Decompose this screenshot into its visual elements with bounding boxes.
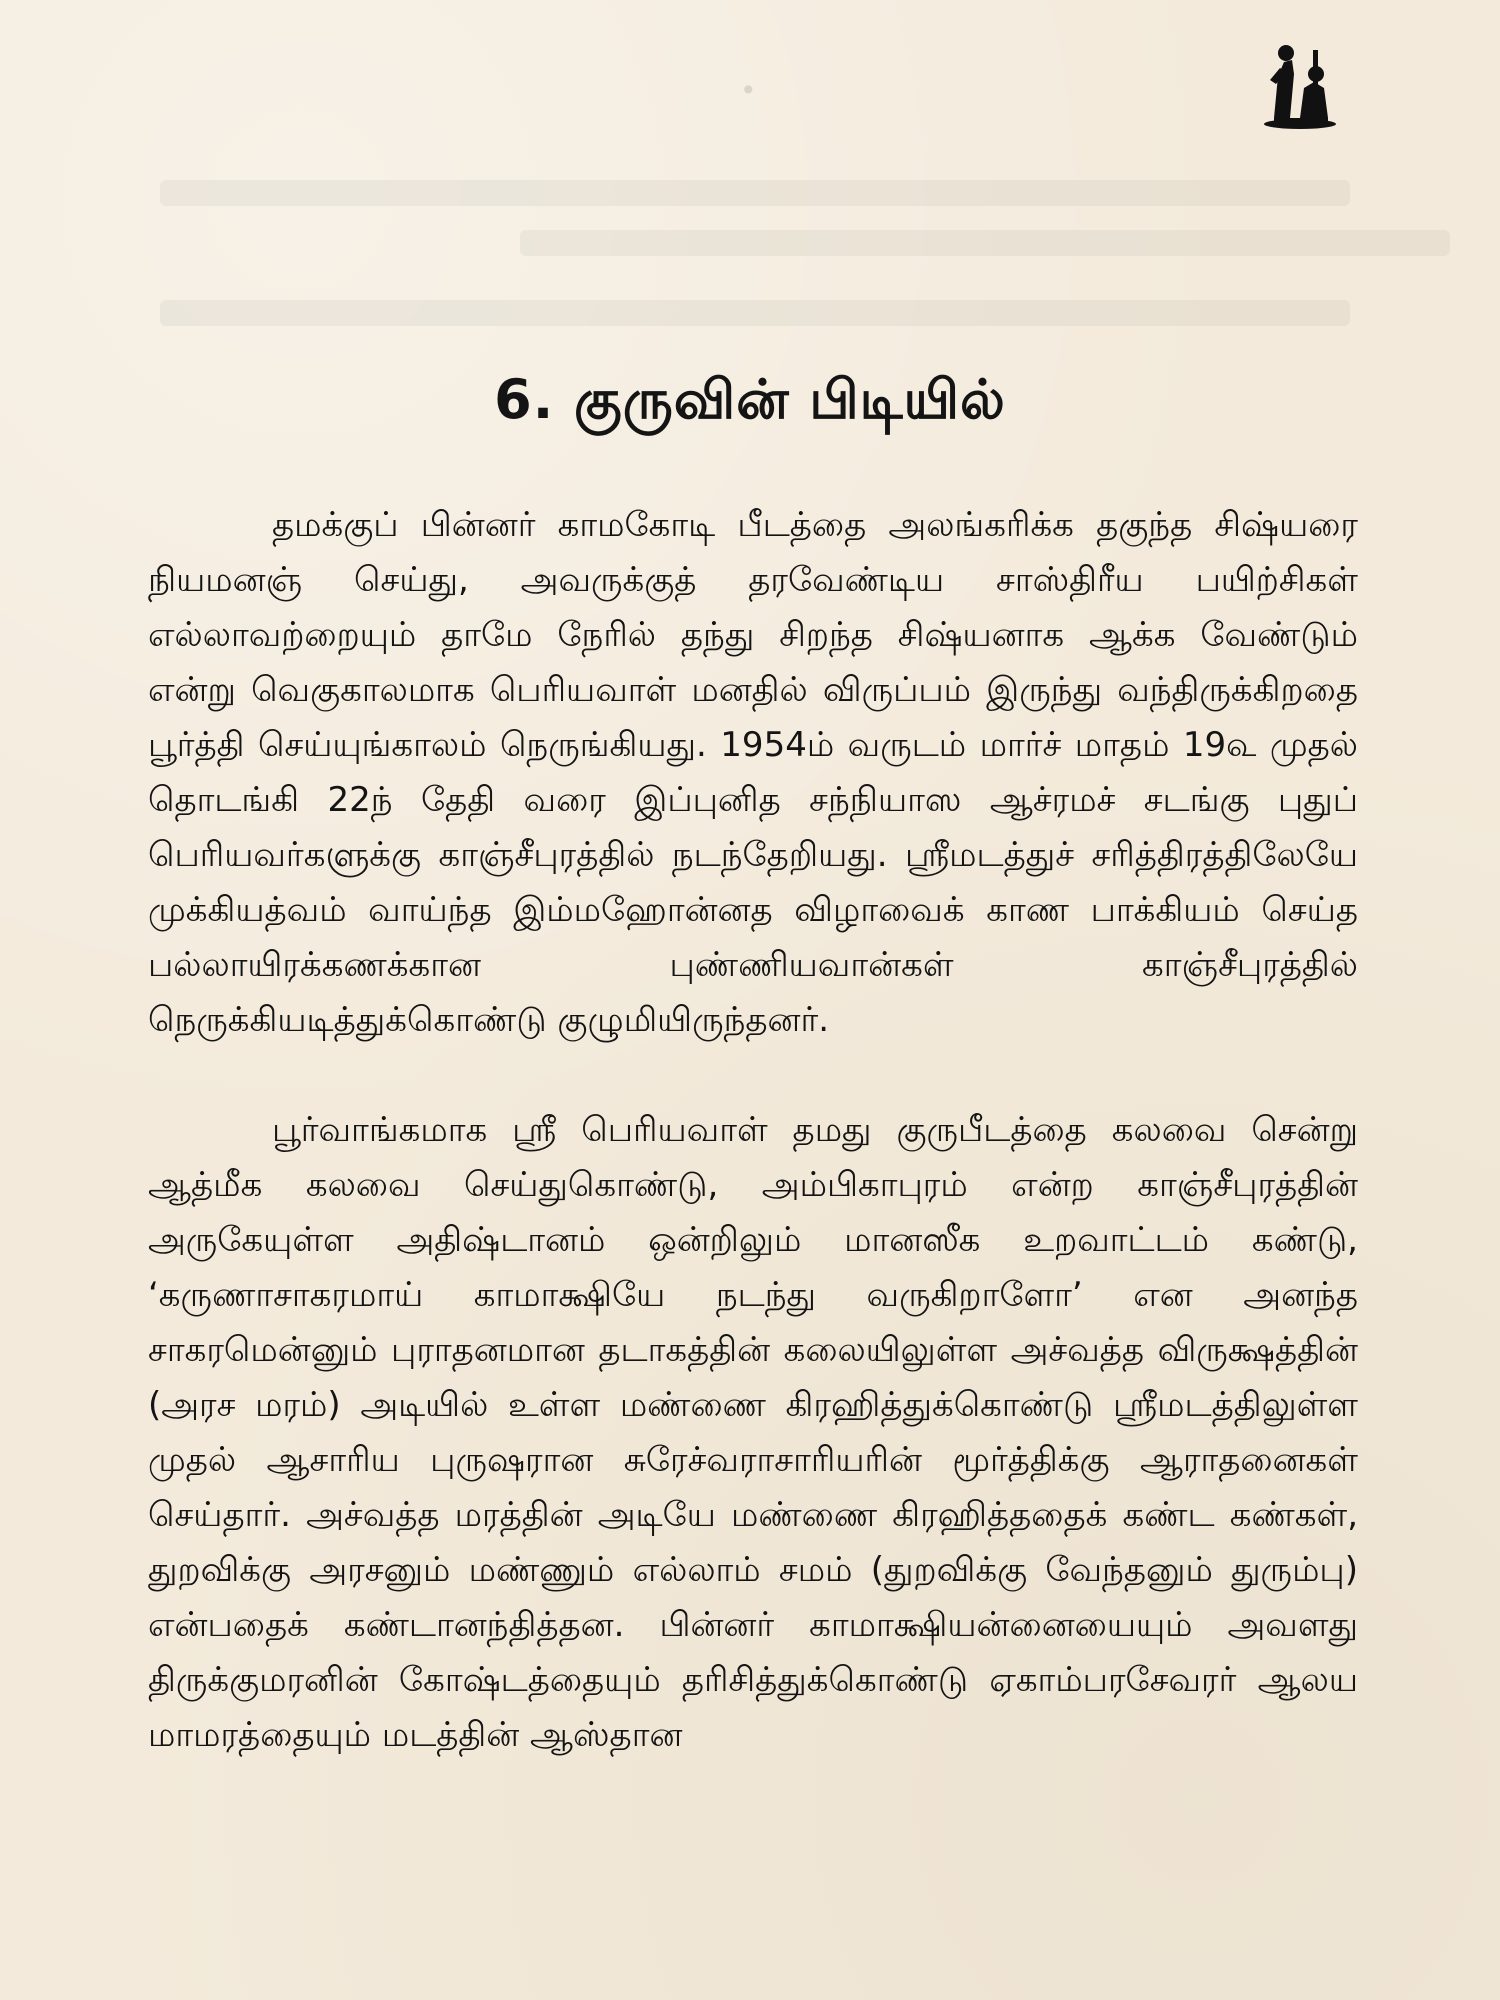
show-through-line: [160, 300, 1350, 326]
show-through-page-number: •: [740, 74, 757, 107]
show-through-line: [160, 180, 1350, 206]
chapter-title: 6. குருவின் பிடியில்: [494, 368, 1006, 431]
chapter-body: [148, 498, 1358, 1763]
paragraph-1: தமக்குப் பின்னர் காமகோடி பீடத்தை அலங்கரிக்க தகுந்த சிஷ்யரை நியமனஞ் செய்து, அவருக்குத் தரவேண்டிய சாஸ்திரீய பயிற்சிகள் எல்லாவற்றையும் தாமே நேரில் தந்து சிறந்த சிஷ்யனாக ஆக்க வேண்டும் என்று வெகுகாலமாக பெரியவாள் மனதில் விருப்பம் இருந்து வந்திருக்கிறதை பூர்த்தி செய்யுங்காலம் நெருங்கியது. 1954ம் வருடம் மார்ச் மாதம் 19௳ முதல் தொடங்கி 22ந் தேதி வரை இப்புனித சந்நியாஸ ஆச்ரமச் சடங்கு புதுப் பெரியவர்களுக்கு காஞ்சீபுரத்தில் நடந்தேறியது. ஸ்ரீமடத்துச் சரித்திரத்திலேயே முக்கியத்வம் வாய்ந்த இம்மஹோன்னத விழாவைக் காண பாக்கியம் செய்த பல்லாயிரக்கணக்கான புண்ணியவான்கள் காஞ்சீபுரத்தில் நெருக்கியடித்துக்கொண்டு குழுமியிருந்தனர்.: [148, 505, 1358, 1040]
show-through-line: [520, 230, 1450, 256]
paragraph-2: பூர்வாங்கமாக ஸ்ரீ பெரியவாள் தமது குருபீடத்தை கலவை சென்று ஆத்மீக கலவை செய்துகொண்டு, அம்பிகாபுரம் என்ற காஞ்சீபுரத்தின் அருகேயுள்ள அதிஷ்டானம் ஒன்றிலும் மானஸீக உறவாட்டம் கண்டு, ‘கருணாசாகரமாய் காமாக்ஷியே நடந்து வருகிறாளோ’ என அனந்த சாகரமென்னும் புராதனமான தடாகத்தின் கலையிலுள்ள அச்வத்த விருக்ஷத்தின் (அரச மரம்) அடியில் உள்ள மண்ணை கிரஹித்துக்கொண்டு ஸ்ரீமடத்திலுள்ள முதல் ஆசாரிய புருஷரான சுரேச்வராசாரியரின் மூர்த்திக்கு ஆராதனைகள் செய்தார். அச்வத்த மரத்தின் அடியே மண்ணை கிரஹித்ததைக் கண்ட கண்கள், துறவிக்கு அரசனும் மண்ணும் எல்லாம் சமம் (துறவிக்கு வேந்தனும் துரும்பு) என்பதைக் கண்டானந்தித்தன. பின்னர் காமாக்ஷியன்னையையும் அவளது திருக்குமரனின் கோஷ்டத்தையும் தரிசித்துக்கொண்டு ஏகாம்பரசேவரர் ஆலய மாமரத்தையும் மடத்தின் ஆஸ்தான: [148, 1110, 1358, 1755]
sage-silhouette-icon: [1260, 30, 1340, 130]
